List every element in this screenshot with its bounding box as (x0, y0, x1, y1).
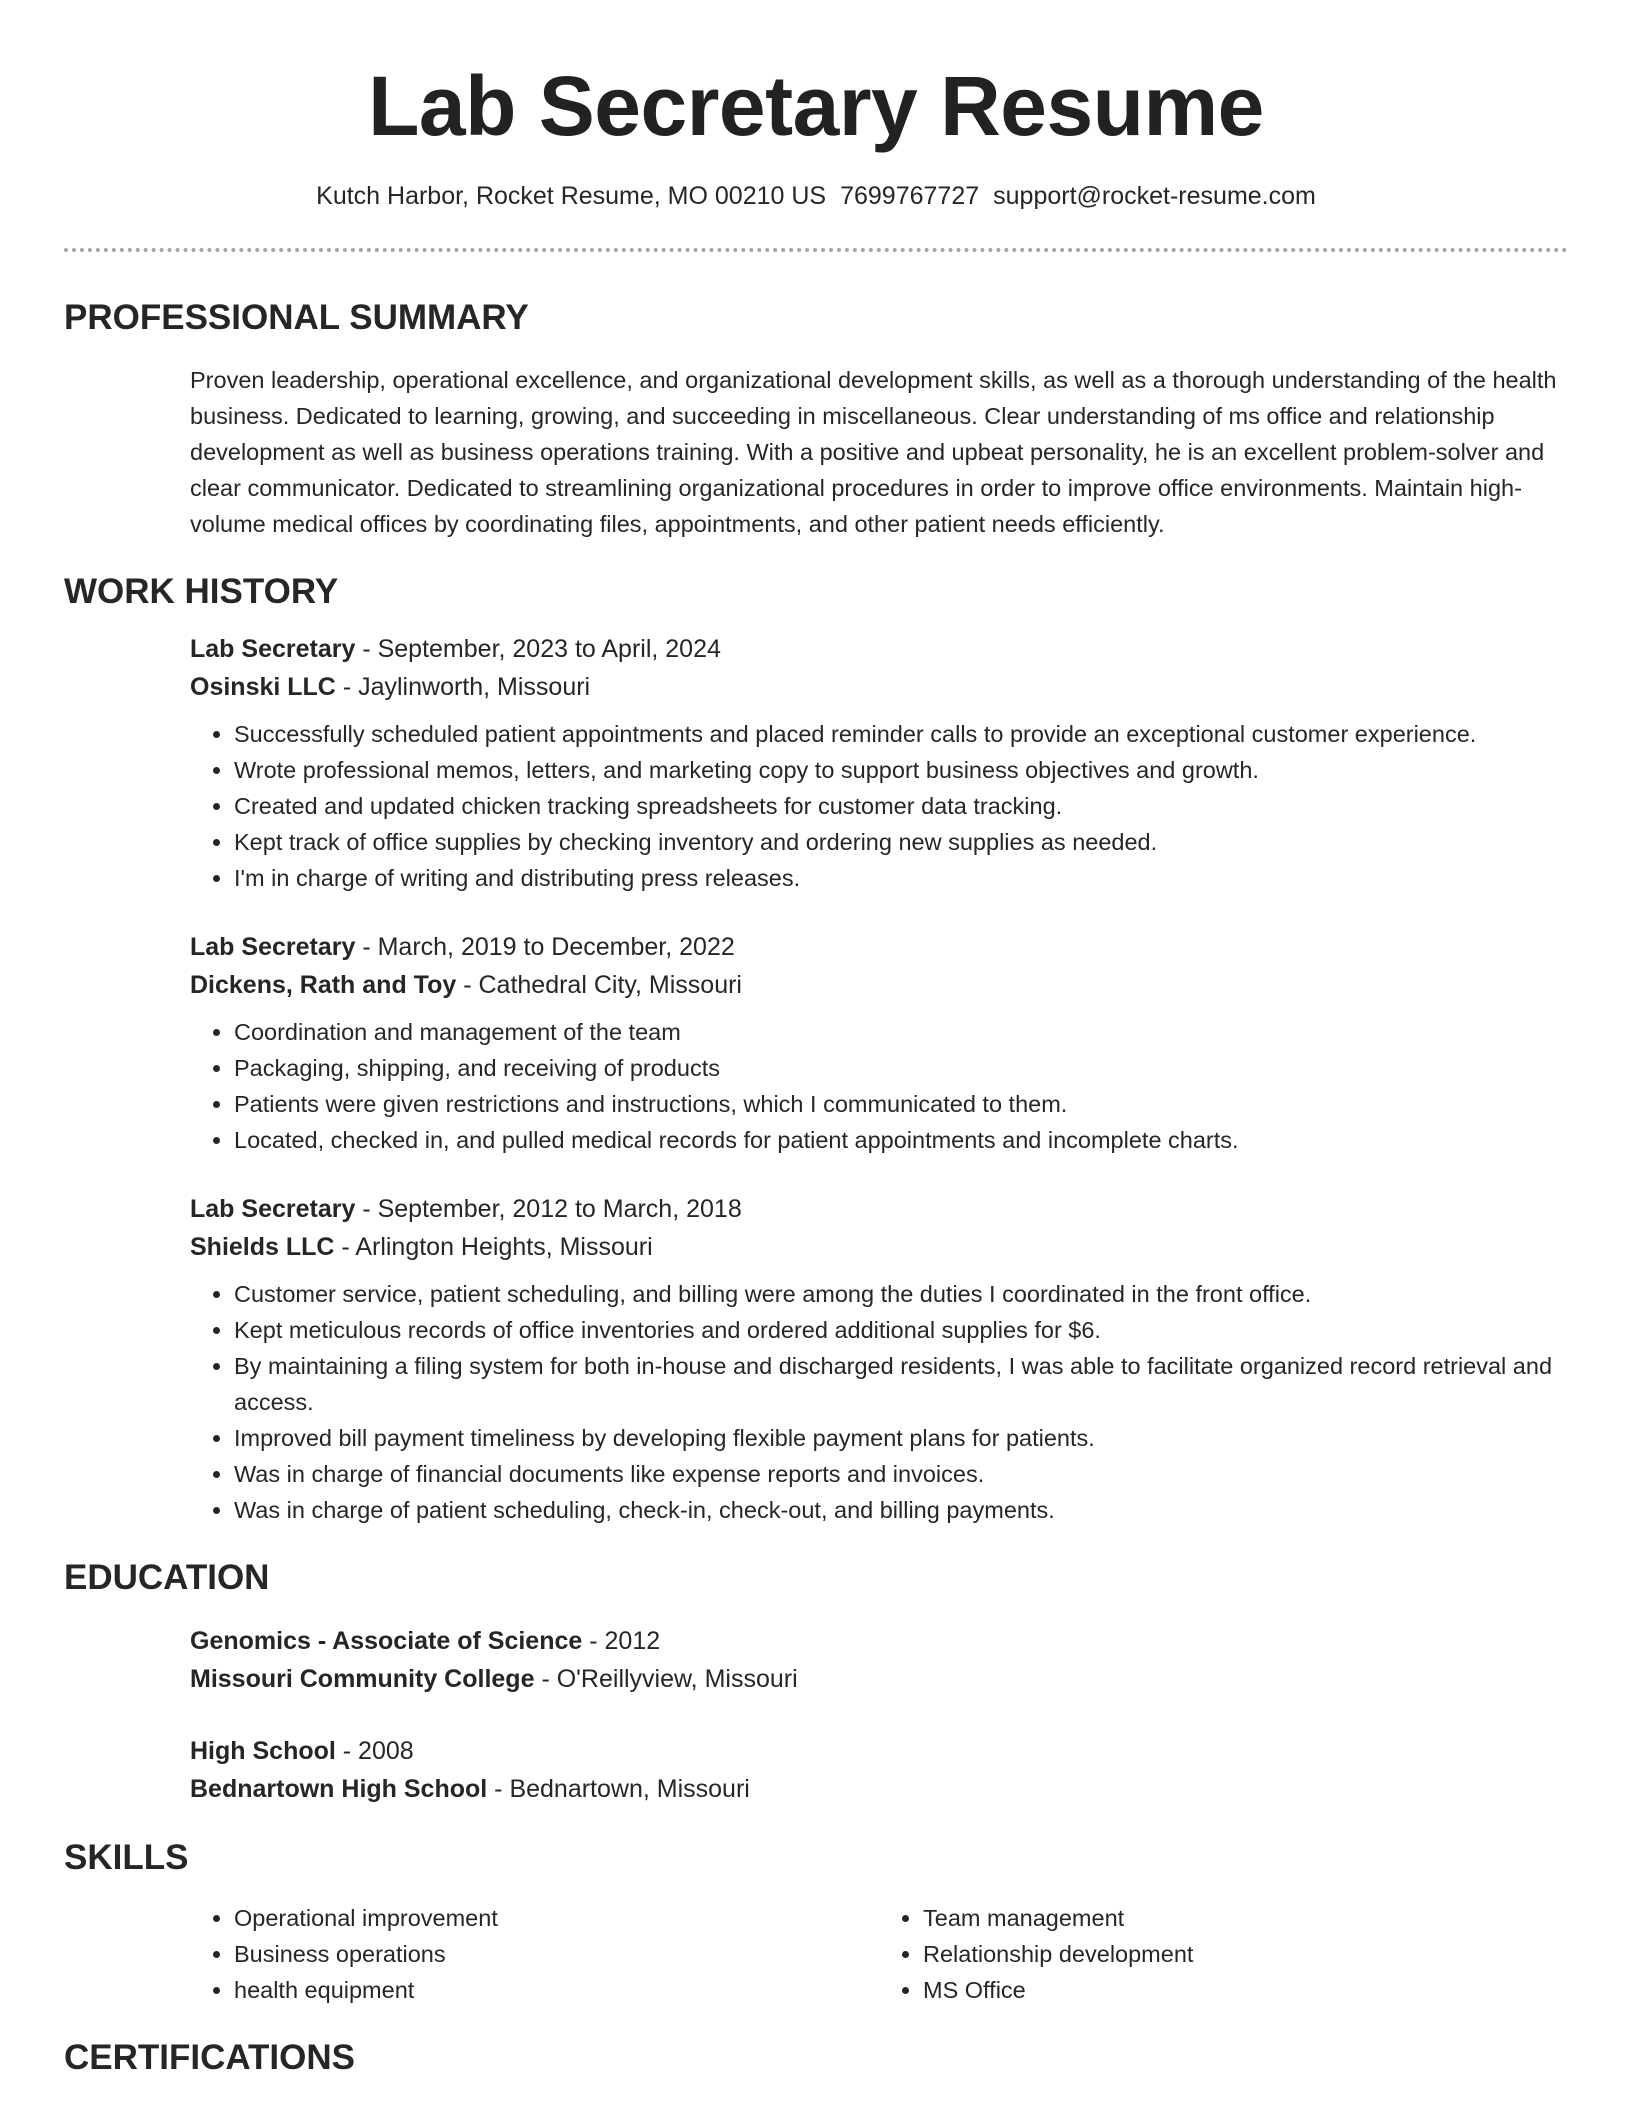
school: Missouri Community College (190, 1665, 535, 1693)
summary-section (64, 296, 1568, 542)
education-entry (190, 1732, 1568, 1808)
work-history-heading: WORK HISTORY (64, 572, 339, 611)
list-item: • Patients were given restrictions and instructions, which I communicated to them. (234, 1086, 1568, 1122)
school: Bednartown High School (190, 1775, 488, 1803)
degree-line (190, 1732, 1568, 1770)
list-item: • By maintaining a filing system for both in-house and discharged residents, I was able to facilitate organized record retrieval and access. (234, 1348, 1568, 1420)
list-item: • Created and updated chicken tracking spreadsheets for customer data tracking. (234, 788, 1568, 824)
list-item: • Was in charge of financial documents like expense reports and invoices. (234, 1456, 1568, 1492)
degree: High School (190, 1737, 336, 1765)
job-company-line (190, 966, 1568, 1004)
degree-year: - 2012 (589, 1627, 661, 1655)
job-title-line (190, 1190, 1568, 1228)
contact-phone: 7699767727 (840, 182, 980, 210)
school-location: - O'Reillyview, Missouri (541, 1665, 798, 1693)
contact-address: Kutch Harbor, Rocket Resume, MO 00210 US (316, 182, 827, 210)
job-company: Shields LLC (190, 1233, 335, 1261)
job-location: - Cathedral City, Missouri (463, 971, 742, 999)
list-item: • Wrote professional memos, letters, and marketing copy to support business objectives and growth. (234, 752, 1568, 788)
education-entry (190, 1622, 1568, 1698)
skills-columns (190, 1900, 1568, 2008)
list-item: • Was in charge of patient scheduling, check-in, check-out, and billing payments. (234, 1492, 1568, 1528)
list-item: • Team management (923, 1900, 1568, 1936)
job-dates: - September, 2012 to March, 2018 (362, 1195, 742, 1223)
job-title-line (190, 630, 1568, 668)
contact-line (64, 178, 1568, 214)
list-item: • Successfully scheduled patient appointments and placed reminder calls to provide an exceptional customer experience. (234, 716, 1568, 752)
job-company-line (190, 668, 1568, 706)
job-company: Osinski LLC (190, 673, 336, 701)
skills-list-right (879, 1900, 1568, 2008)
summary-heading: PROFESSIONAL SUMMARY (64, 298, 529, 337)
job-title: Lab Secretary (190, 933, 356, 961)
list-item: • Operational improvement (234, 1900, 879, 1936)
job-dates: - September, 2023 to April, 2024 (362, 635, 721, 663)
resume-title: Lab Secretary Resume (368, 59, 1264, 153)
header-divider (64, 248, 1568, 252)
skills-list-left (190, 1900, 879, 2008)
list-item: • Coordination and management of the team (234, 1014, 1568, 1050)
job-company-line (190, 1228, 1568, 1266)
education-section (64, 1556, 1568, 1808)
work-history-section (64, 570, 1568, 1528)
education-heading: EDUCATION (64, 1558, 270, 1597)
job-entry (190, 928, 1568, 1158)
job-bullets (190, 1014, 1568, 1158)
job-bullets (190, 1276, 1568, 1528)
skills-heading: SKILLS (64, 1838, 189, 1877)
list-item: • Relationship development (923, 1936, 1568, 1972)
job-entry (190, 630, 1568, 896)
school-line (190, 1770, 1568, 1808)
job-title-line (190, 928, 1568, 966)
list-item: • Kept track of office supplies by checking inventory and ordering new supplies as needed. (234, 824, 1568, 860)
certifications-section (64, 2036, 1568, 2080)
job-dates: - March, 2019 to December, 2022 (362, 933, 735, 961)
job-title: Lab Secretary (190, 635, 356, 663)
summary-text: Proven leadership, operational excellence, and organizational development skills, as well as a thorough understanding of the health business. Dedicated to learning, growing, and succeeding in miscellaneous. Clear understanding of ms office and relationship development as well as business operations training. With a positive and upbeat personality, he is an excellent problem-solver and clear communicator. Dedicated to streamlining organizational procedures in order to improve office environments. Maintain high-volume medical offices by coordinating files, appointments, and other patient needs efficiently. (190, 367, 1557, 537)
skills-section (64, 1836, 1568, 2008)
job-bullets (190, 716, 1568, 896)
list-item: • I'm in charge of writing and distributing press releases. (234, 860, 1568, 896)
contact-email: support@rocket-resume.com (993, 182, 1316, 210)
list-item: • Packaging, shipping, and receiving of products (234, 1050, 1568, 1086)
degree-year: - 2008 (342, 1737, 414, 1765)
school-line (190, 1660, 1568, 1698)
degree-line (190, 1622, 1568, 1660)
job-location: - Jaylinworth, Missouri (342, 673, 591, 701)
list-item: • Kept meticulous records of office inventories and ordered additional supplies for $6. (234, 1312, 1568, 1348)
list-item: • MS Office (923, 1972, 1568, 2008)
job-location: - Arlington Heights, Missouri (341, 1233, 653, 1261)
degree: Genomics - Associate of Science (190, 1627, 583, 1655)
list-item: • Customer service, patient scheduling, and billing were among the duties I coordinated in the front office. (234, 1276, 1568, 1312)
job-entry (190, 1190, 1568, 1528)
list-item: • Located, checked in, and pulled medical records for patient appointments and incomplete charts. (234, 1122, 1568, 1158)
list-item: • Improved bill payment timeliness by developing flexible payment plans for patients. (234, 1420, 1568, 1456)
school-location: - Bednartown, Missouri (494, 1775, 750, 1803)
list-item: • Business operations (234, 1936, 879, 1972)
job-company: Dickens, Rath and Toy (190, 971, 457, 999)
list-item: • health equipment (234, 1972, 879, 2008)
certifications-heading: CERTIFICATIONS (64, 2038, 356, 2077)
job-title: Lab Secretary (190, 1195, 356, 1223)
